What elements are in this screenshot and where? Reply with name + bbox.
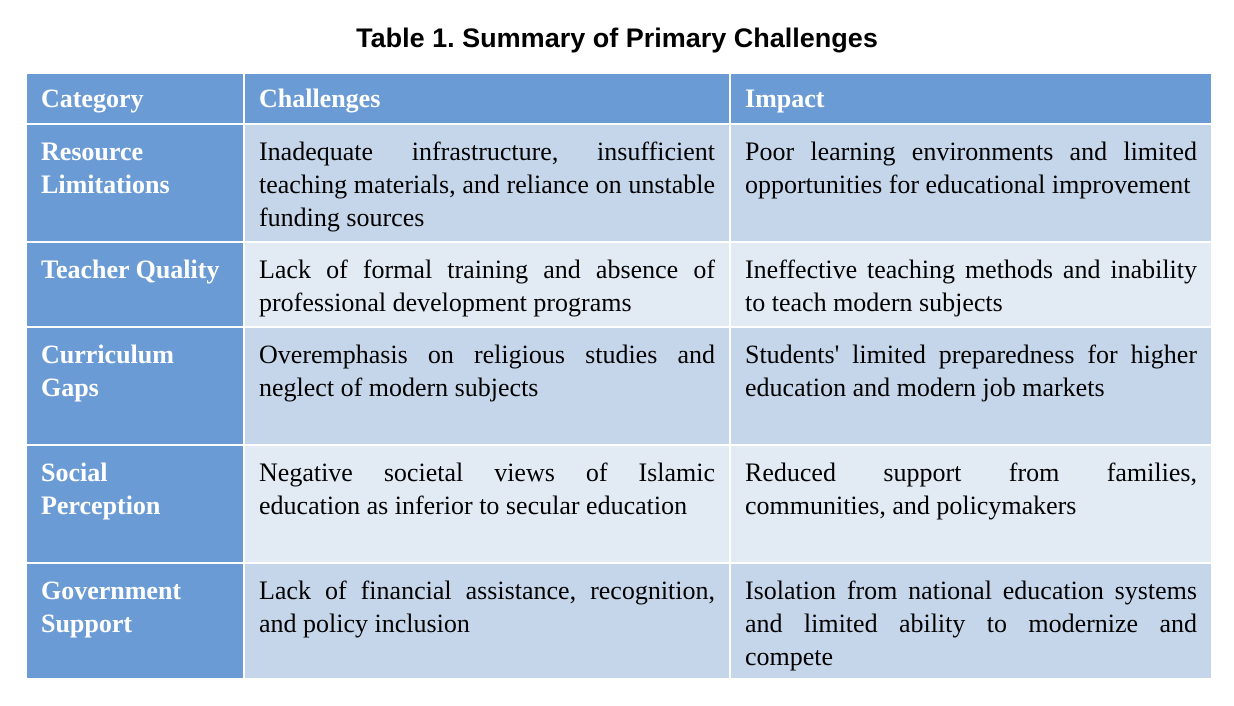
table-title: Table 1. Summary of Primary Challenges (356, 23, 878, 53)
table-row (26, 124, 1212, 242)
table-row (26, 445, 1212, 563)
row-challenges-cell: Inadequate infrastructure, insufficient teaching materials, and reliance on unstable funding sources (244, 124, 730, 242)
row-category-cell: Social Perception (26, 445, 244, 563)
row-category-cell: Teacher Quality (26, 242, 244, 327)
column-header-category: Category (26, 73, 244, 124)
table-row (26, 242, 1212, 327)
column-header-challenges: Challenges (244, 73, 730, 124)
row-impact-cell: Reduced support from families, communities, and policymakers (730, 445, 1212, 563)
row-category-cell: Resource Limitations (26, 124, 244, 242)
row-challenges-cell: Lack of financial assistance, recognition, and policy inclusion (244, 563, 730, 679)
row-challenges-cell: Overemphasis on religious studies and neglect of modern subjects (244, 327, 730, 445)
row-impact-cell: Poor learning environments and limited opportunities for educational improvement (730, 124, 1212, 242)
row-category-cell: Government Support (26, 563, 244, 679)
row-category-cell: Curriculum Gaps (26, 327, 244, 445)
row-impact-cell: Isolation from national education systems and limited ability to modernize and compete (730, 563, 1212, 679)
row-challenges-cell: Lack of formal training and absence of professional development programs (244, 242, 730, 327)
challenges-table (25, 72, 1213, 680)
row-impact-cell: Students' limited preparedness for higher education and modern job markets (730, 327, 1212, 445)
table-row (26, 327, 1212, 445)
column-header-impact: Impact (730, 73, 1212, 124)
row-impact-cell: Ineffective teaching methods and inability to teach modern subjects (730, 242, 1212, 327)
table-header-row (26, 73, 1212, 124)
table-row (26, 563, 1212, 679)
row-challenges-cell: Negative societal views of Islamic education as inferior to secular education (244, 445, 730, 563)
